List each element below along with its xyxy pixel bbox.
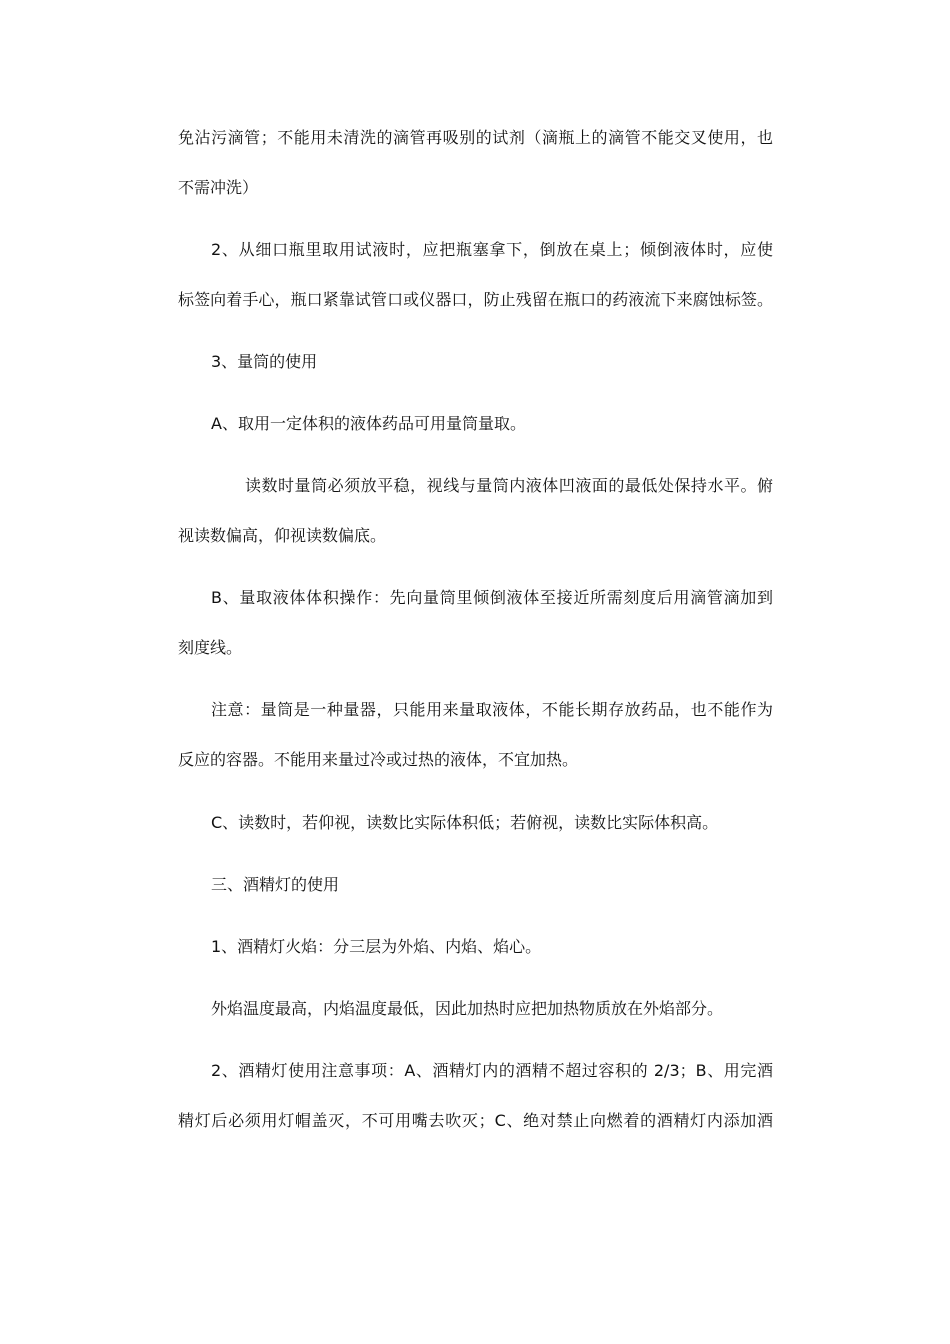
- text-line: 反应的容器。不能用来量过冷或过热的液体，不宜加热。: [178, 750, 579, 769]
- text-line: 刻度线。: [178, 638, 243, 657]
- text-line: 不需冲洗）: [178, 178, 259, 197]
- text-line: 精灯后必须用灯帽盖灭，不可用嘴去吹灭；C、绝对禁止向燃着的酒精灯内添加酒: [178, 1111, 773, 1130]
- text-line: 注意：量筒是一种量器，只能用来量取液体，不能长期存放药品，也不能作为: [211, 700, 773, 719]
- section-heading: 3、量筒的使用: [211, 352, 318, 371]
- text-line: 2、酒精灯使用注意事项：A、酒精灯内的酒精不超过容积的 2/3；B、用完酒: [211, 1061, 773, 1080]
- text-line: A、取用一定体积的液体药品可用量筒量取。: [211, 414, 526, 433]
- text-line: 读数时量筒必须放平稳，视线与量筒内液体凹液面的最低处保持水平。俯: [245, 476, 773, 495]
- text-line: 标签向着手心，瓶口紧靠试管口或仪器口，防止残留在瓶口的药液流下来腐蚀标签。: [178, 290, 773, 309]
- section-heading: 三、酒精灯的使用: [211, 875, 340, 894]
- text-line: 视读数偏高，仰视读数偏底。: [178, 526, 387, 545]
- text-line: B、量取液体体积操作：先向量筒里倾倒液体至接近所需刻度后用滴管滴加到: [211, 588, 773, 607]
- text-line: C、读数时，若仰视，读数比实际体积低；若俯视，读数比实际体积高。: [211, 813, 719, 832]
- text-line: 免沾污滴管；不能用未清洗的滴管再吸别的试剂（滴瓶上的滴管不能交叉使用，也: [178, 128, 773, 147]
- text-line: 2、从细口瓶里取用试液时，应把瓶塞拿下，倒放在桌上；倾倒液体时，应使: [211, 240, 773, 259]
- text-line: 1、酒精灯火焰：分三层为外焰、内焰、焰心。: [211, 937, 542, 956]
- text-line: 外焰温度最高，内焰温度最低，因此加热时应把加热物质放在外焰部分。: [211, 999, 724, 1018]
